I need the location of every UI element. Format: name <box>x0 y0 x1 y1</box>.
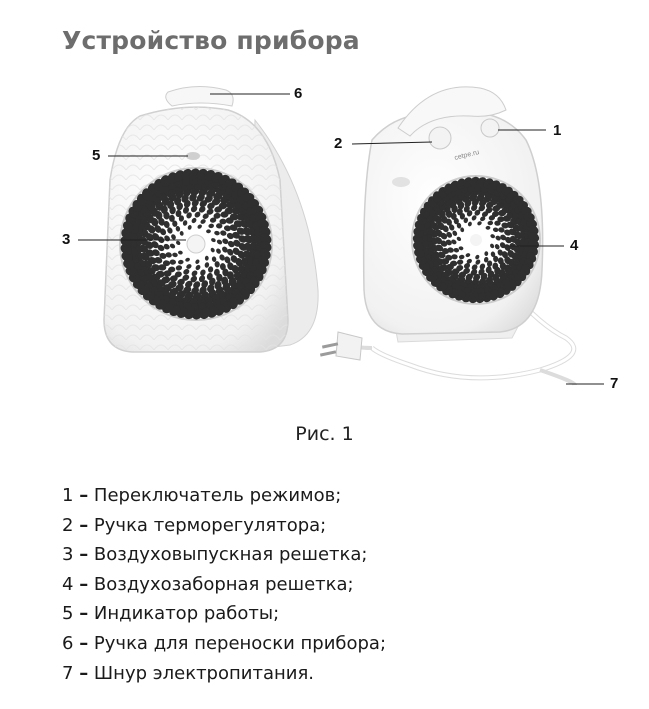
legend-text: Ручка терморегулятора; <box>93 514 327 536</box>
legend-dash: – <box>79 544 89 566</box>
legend-number: 2 <box>62 514 74 536</box>
legend-dash: – <box>79 485 89 506</box>
legend-item <box>62 599 386 629</box>
legend-item <box>62 481 386 511</box>
brand-label: cetpe.ru <box>453 149 481 162</box>
callout-6: 6 <box>294 85 303 102</box>
legend-number: 7 <box>62 662 74 684</box>
page-title: Устройство прибора <box>62 26 360 55</box>
legend-text: Ручка для переноски прибора; <box>93 632 387 654</box>
legend-item <box>62 659 386 689</box>
legend-item <box>62 629 386 659</box>
legend-dash: – <box>79 662 89 684</box>
legend-number: 1 <box>62 485 74 506</box>
legend-text: Переключатель режимов; <box>93 485 342 506</box>
legend-dash: – <box>79 632 89 654</box>
power-plug <box>320 332 362 360</box>
device-figure <box>0 70 649 410</box>
figure-caption: Рис. 1 <box>295 423 354 445</box>
legend-number: 4 <box>62 573 74 595</box>
callout-7: 7 <box>610 375 619 392</box>
legend-text: Воздухозаборная решетка; <box>93 573 354 595</box>
legend-item <box>62 540 386 570</box>
front-heater <box>104 86 318 352</box>
legend-number: 3 <box>62 544 74 566</box>
mode-switch <box>481 119 499 137</box>
legend-number: 5 <box>62 603 74 625</box>
legend-dash: – <box>79 603 89 625</box>
callout-5: 5 <box>92 147 101 164</box>
carry-handle <box>166 86 233 106</box>
legend-text: Воздуховыпускная решетка; <box>93 544 368 566</box>
parts-legend <box>62 481 386 688</box>
legend-item <box>62 570 386 600</box>
callout-4: 4 <box>570 237 579 254</box>
legend-item <box>62 511 386 541</box>
heater-illustration <box>0 70 649 410</box>
thermostat-knob <box>429 127 451 149</box>
legend-dash: – <box>79 573 89 595</box>
legend-text: Шнур электропитания. <box>93 662 314 684</box>
callout-1: 1 <box>553 122 562 139</box>
legend-dash: – <box>79 514 89 536</box>
legend-number: 6 <box>62 632 74 654</box>
power-indicator <box>186 152 200 160</box>
callout-3: 3 <box>62 231 71 248</box>
callout-2: 2 <box>334 135 343 152</box>
legend-text: Индикатор работы; <box>93 603 280 625</box>
back-heater <box>320 87 575 385</box>
